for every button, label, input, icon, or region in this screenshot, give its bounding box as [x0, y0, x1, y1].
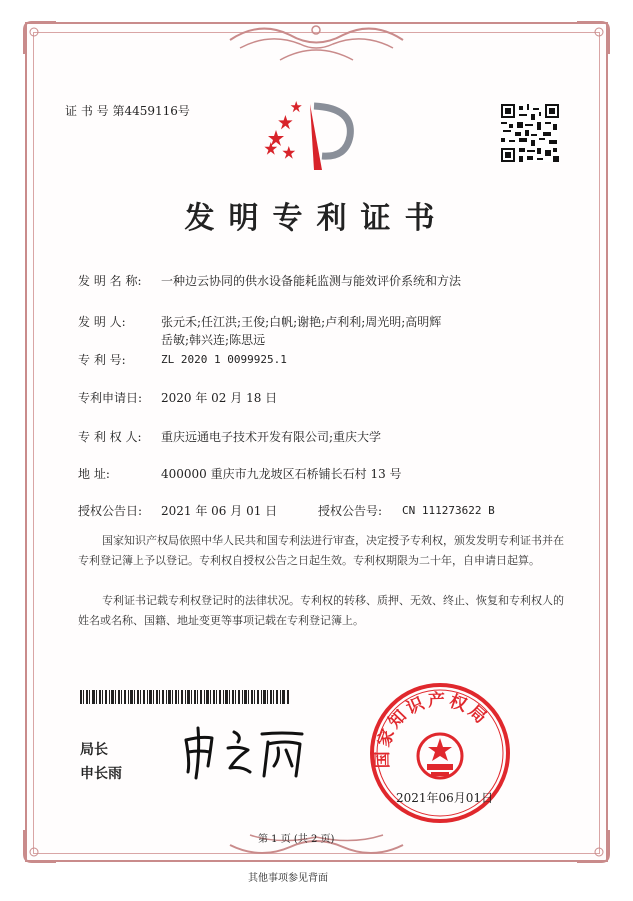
- address: 400000 重庆市九龙坡区石桥铺长石村 13 号: [161, 467, 402, 481]
- patent-number-label: 专 利 号:: [78, 353, 126, 367]
- inventors-line-2: 岳敏;韩兴连;陈思远: [161, 333, 266, 347]
- corner-ornament-br: [575, 828, 611, 864]
- corner-ornament-tl: [22, 20, 58, 56]
- handwritten-signature: [178, 722, 318, 780]
- filing-date-label: 专利申请日:: [78, 391, 143, 405]
- seal-date: 2021年06月01日: [396, 791, 494, 805]
- corner-ornament-tr: [575, 20, 611, 56]
- seal-text: 国家知识产权局: [372, 690, 493, 769]
- inventor-label: 发 明 人:: [78, 315, 126, 329]
- director-name: 申长雨: [80, 766, 122, 782]
- invention-name: 一种边云协同的供水设备能耗监测与能效评价系统和方法: [161, 274, 462, 288]
- svg-text:国家知识产权局: [373, 689, 492, 768]
- patent-number: ZL 2020 1 0099925.1: [161, 353, 287, 366]
- patentee: 重庆远通电子技术开发有限公司;重庆大学: [161, 430, 382, 444]
- grant-number-label: 授权公告号:: [318, 504, 383, 518]
- top-ornament: [220, 20, 413, 70]
- grant-number: CN 111273622 B: [402, 504, 495, 517]
- legal-paragraph-1: 国家知识产权局依照中华人民共和国专利法进行审查，决定授予专利权，颁发发明专利证书并在专利登记簿上予以登记。专利权自授权公告之日起生效。专利权期限为二十年，自申请日起算。: [78, 534, 564, 567]
- filing-date: 2020 年 02 月 18 日: [161, 391, 278, 405]
- invention-name-label: 发 明 名 称:: [78, 274, 142, 288]
- page-indicator: 第 1 页 (共 2 页): [258, 834, 335, 845]
- corner-ornament-bl: [22, 828, 58, 864]
- grant-date-label: 授权公告日:: [78, 504, 143, 518]
- grant-date: 2021 年 06 月 01 日: [161, 504, 278, 518]
- cnipa-logo: [262, 100, 356, 176]
- barcode: [80, 690, 290, 704]
- patentee-label: 专 利 权 人:: [78, 430, 142, 444]
- legal-paragraph-2: 专利证书记载专利权登记时的法律状况。专利权的转移、质押、无效、终止、恢复和专利权人的姓名或名称、国籍、地址变更等事项记载在专利登记簿上。: [78, 594, 564, 627]
- footer-note: 其他事项参见背面: [248, 873, 328, 884]
- qr-code: [501, 104, 559, 162]
- inventors-line-1: 张元禾;任江洪;王俊;白帆;谢艳;卢利利;周光明;高明辉: [161, 315, 442, 329]
- address-label: 地 址:: [78, 467, 110, 481]
- certificate-title: 发明专利证书: [184, 201, 449, 236]
- certificate-number: 证 书 号 第4459116号: [65, 104, 190, 118]
- director-title: 局长: [80, 742, 108, 758]
